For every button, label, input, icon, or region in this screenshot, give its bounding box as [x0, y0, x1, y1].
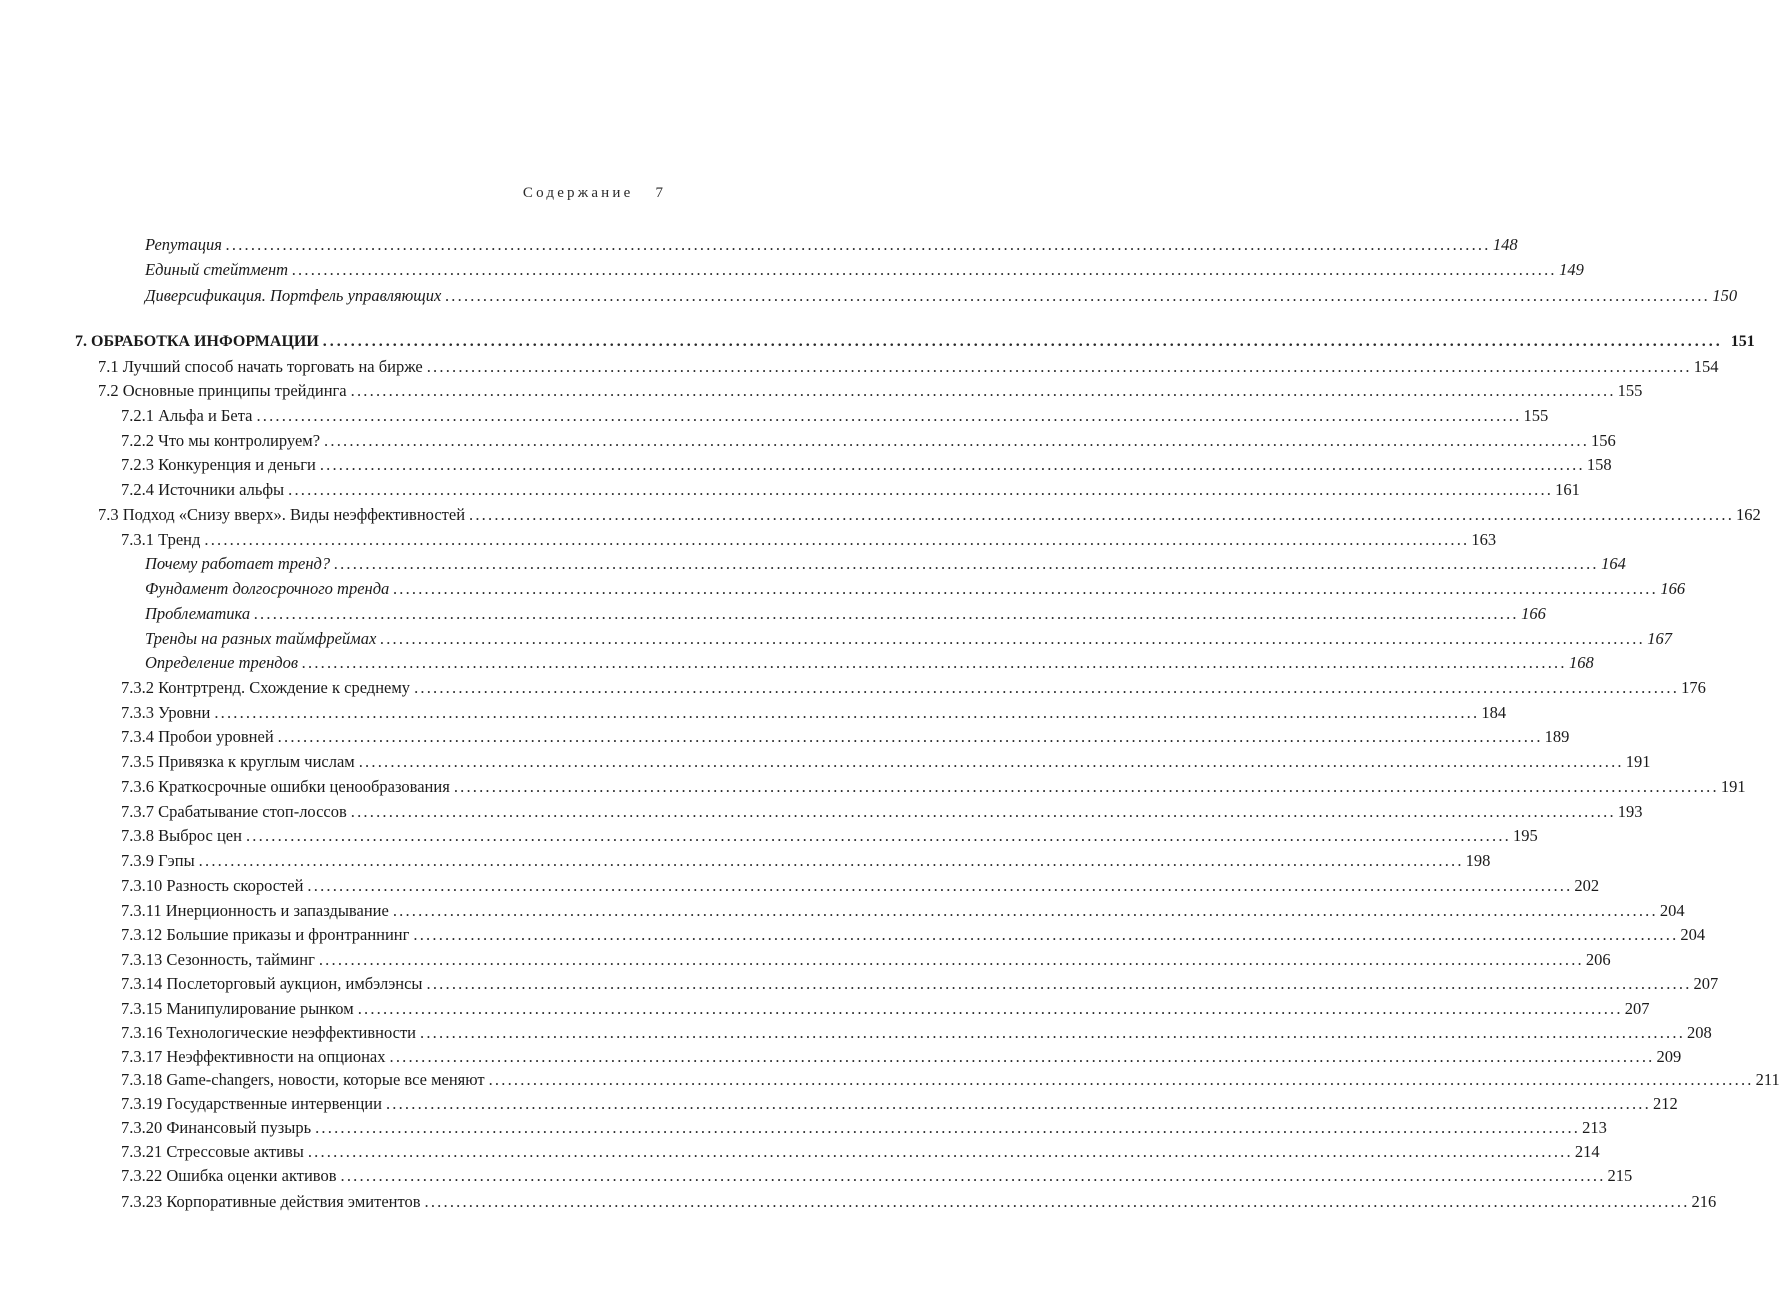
- toc-entry[interactable]: [75, 330, 1755, 354]
- toc-entry[interactable]: [121, 725, 1570, 749]
- dot-leader: ........................................................................................................................................................................................................: [385, 1094, 1651, 1113]
- toc-entry-page: 161: [1555, 480, 1580, 499]
- toc-entry-page: 204: [1659, 901, 1685, 920]
- dot-leader: ........................................................................................................................................................................................................: [307, 876, 1573, 895]
- dot-leader: ........................................................................................................................................................................................................: [307, 1142, 1573, 1161]
- toc-entry[interactable]: [121, 1140, 1600, 1164]
- toc-entry-page: 214: [1574, 1142, 1600, 1161]
- toc-entry-label: 7.3.23 Корпоративные действия эмитентов: [121, 1192, 421, 1211]
- toc-entry-page: 148: [1492, 235, 1518, 254]
- toc-entry-page: 207: [1624, 999, 1650, 1018]
- dot-leader: ........................................................................................................................................................................................................: [414, 678, 1680, 697]
- toc-entry[interactable]: [145, 552, 1626, 576]
- toc-entry-label: 7.3.6 Краткосрочные ошибки ценообразования: [121, 777, 450, 796]
- page-number: 7: [655, 185, 663, 201]
- toc-entry-label: 7.2.4 Источники альфы: [121, 480, 285, 499]
- toc-entry-page: 209: [1656, 1047, 1682, 1066]
- toc-entry-label: 7.3.1 Тренд: [121, 530, 201, 549]
- dot-leader: ........................................................................................................................................................................................................: [413, 925, 1679, 944]
- dot-leader: ........................................................................................................................................................................................................: [245, 826, 1511, 845]
- toc-entry[interactable]: [98, 379, 1643, 403]
- toc-entry-page: 195: [1512, 826, 1538, 845]
- toc-entry-label: 7.2.3 Конкуренция и деньги: [121, 455, 316, 474]
- toc-entry-page: 211: [1755, 1070, 1780, 1089]
- toc-entry-label: 7.3.19 Государственные интервенции: [121, 1094, 382, 1113]
- dot-leader: ........................................................................................................................................................................................................: [469, 505, 1735, 524]
- toc-entry[interactable]: [121, 824, 1538, 848]
- toc-entry-label: 7.3.8 Выброс цен: [121, 826, 242, 845]
- dot-leader: ........................................................................................................................................................................................................: [350, 381, 1616, 400]
- toc-entry-page: 216: [1691, 1192, 1717, 1211]
- dot-leader: ........................................................................................................................................................................................................: [302, 653, 1568, 672]
- toc-entry-label: 7.3.9 Гэпы: [121, 851, 195, 870]
- dot-leader: ........................................................................................................................................................................................................: [318, 950, 1584, 969]
- toc-entry-label: Почему работает тренд?: [145, 554, 331, 573]
- dot-leader: ........................................................................................................................................................................................................: [292, 260, 1558, 279]
- dot-leader: ........................................................................................................................................................................................................: [315, 1118, 1581, 1137]
- toc-entry-label: 7.3.12 Большие приказы и фронтраннинг: [121, 925, 410, 944]
- toc-entry-label: 7.3.21 Стрессовые активы: [121, 1142, 304, 1161]
- toc-entry-label: 7.3.14 Послеторговый аукцион, имбэлэнсы: [121, 974, 423, 993]
- dot-leader: ........................................................................................................................................................................................................: [445, 286, 1711, 305]
- toc-entry-page: 215: [1607, 1166, 1633, 1185]
- toc-entry-page: 189: [1544, 727, 1570, 746]
- toc-entry-label: 7.3 Подход «Снизу вверх». Виды неэффективностей: [98, 505, 466, 524]
- toc-entry-page: 202: [1574, 876, 1600, 895]
- toc-entry[interactable]: [121, 997, 1650, 1021]
- toc-entry-label: 7.3.5 Привязка к круглым числам: [121, 752, 355, 771]
- toc-entry[interactable]: [121, 1021, 1712, 1045]
- toc-entry-page: 207: [1693, 974, 1719, 993]
- dot-leader: ........................................................................................................................................................................................................: [256, 406, 1522, 425]
- toc-entry-label: 7.2.2 Что мы контролируем?: [121, 431, 321, 450]
- toc-entry-page: 166: [1660, 579, 1686, 598]
- toc-entry-label: 7.3.11 Инерционность и запаздывание: [121, 901, 389, 920]
- toc-entry-page: 191: [1720, 777, 1746, 796]
- toc-entry-page: 191: [1625, 752, 1651, 771]
- toc-entry-page: 164: [1601, 554, 1626, 573]
- toc-entry-page: 176: [1681, 678, 1706, 697]
- dot-leader: ........................................................................................................................................................................................................: [254, 604, 1520, 623]
- dot-leader: ........................................................................................................................................................................................................: [324, 431, 1590, 450]
- toc-entry[interactable]: [98, 503, 1761, 527]
- toc-entry[interactable]: [121, 1045, 1682, 1069]
- toc-entry[interactable]: [121, 1190, 1717, 1214]
- toc-entry[interactable]: [145, 233, 1518, 257]
- toc-entry-page: 167: [1647, 629, 1673, 648]
- toc-entry-page: 166: [1521, 604, 1546, 623]
- toc-entry[interactable]: [145, 258, 1584, 282]
- toc-entry[interactable]: [98, 355, 1719, 379]
- toc-entry-label: 7.3.16 Технологические неэффективности: [121, 1023, 417, 1042]
- toc-entry-page: 193: [1617, 802, 1643, 821]
- toc-entry-label: 7.2.1 Альфа и Бета: [121, 406, 253, 425]
- dot-leader: ........................................................................................................................................................................................................: [426, 357, 1692, 376]
- toc-entry[interactable]: [121, 404, 1549, 428]
- dot-leader: ........................................................................................................................................................................................................: [340, 1166, 1606, 1185]
- toc-entry[interactable]: [121, 478, 1580, 502]
- dot-leader: ........................................................................................................................................................................................................: [392, 901, 1658, 920]
- toc-entry-label: 7.3.20 Финансовый пузырь: [121, 1118, 312, 1137]
- dot-leader: ........................................................................................................................................................................................................: [393, 579, 1659, 598]
- toc-entry-page: 154: [1693, 357, 1719, 376]
- dot-leader: ........................................................................................................................................................................................................: [350, 802, 1616, 821]
- toc-entry-label: Тренды на разных таймфреймах: [145, 629, 377, 648]
- toc-entry[interactable]: [121, 528, 1497, 552]
- dot-leader: ........................................................................................................................................................................................................: [214, 703, 1480, 722]
- dot-leader: ........................................................................................................................................................................................................: [198, 851, 1464, 870]
- toc-entry[interactable]: [121, 1092, 1678, 1116]
- toc-entry-label: 7.3.17 Неэффективности на опционах: [121, 1047, 386, 1066]
- dot-leader: ........................................................................................................................................................................................................: [357, 999, 1623, 1018]
- toc-entry-page: 149: [1559, 260, 1584, 279]
- toc-entry[interactable]: [121, 701, 1507, 725]
- toc-entry[interactable]: [145, 627, 1673, 651]
- dot-leader: ........................................................................................................................................................................................................: [225, 235, 1491, 254]
- toc-entry-label: 7.3.2 Контртренд. Схождение к среднему: [121, 678, 411, 697]
- dot-leader: ........................................................................................................................................................................................................: [488, 1070, 1754, 1089]
- toc-entry-page: 155: [1523, 406, 1549, 425]
- toc-entry-page: 158: [1586, 455, 1612, 474]
- toc-entry-page: 184: [1481, 703, 1507, 722]
- toc-entry[interactable]: [121, 849, 1491, 873]
- dot-leader: ........................................................................................................................................................................................................: [358, 752, 1624, 771]
- toc-entry-label: Определение трендов: [145, 653, 299, 672]
- toc-entry-page: 162: [1736, 505, 1761, 524]
- toc-entry-label: Проблематика: [145, 604, 251, 623]
- toc-entry-page: 155: [1617, 381, 1643, 400]
- toc-entry-label: 7.3.10 Разность скоростей: [121, 876, 304, 895]
- toc-entry-label: Диверсификация. Портфель управляющих: [145, 286, 442, 305]
- toc-entry[interactable]: [121, 1068, 1780, 1092]
- toc-entry[interactable]: [145, 577, 1686, 601]
- toc-entry-label: Фундамент долгосрочного тренда: [145, 579, 390, 598]
- running-header: [0, 185, 663, 202]
- dot-leader: ........................................................................................................................................................................................................: [204, 530, 1470, 549]
- toc-entry-label: 7.3.18 Game-changers, новости, которые все меняют: [121, 1070, 485, 1089]
- toc-entry[interactable]: [145, 602, 1546, 626]
- toc-entry[interactable]: [121, 948, 1611, 972]
- toc-entry-label: Репутация: [145, 235, 222, 254]
- toc-entry-page: 212: [1652, 1094, 1678, 1113]
- toc-entry[interactable]: [121, 923, 1706, 947]
- dot-leader: ........................................................................................................................................................................................................: [322, 333, 1723, 350]
- toc-entry-page: 204: [1680, 925, 1706, 944]
- toc-entry[interactable]: [121, 874, 1600, 898]
- dot-leader: ........................................................................................................................................................................................................: [426, 974, 1692, 993]
- toc-entry-label: Единый стейтмент: [145, 260, 289, 279]
- dot-leader: ........................................................................................................................................................................................................: [420, 1023, 1686, 1042]
- toc-entry-page: 150: [1712, 286, 1738, 305]
- toc-entry-label: 7.3.7 Срабатывание стоп-лоссов: [121, 802, 347, 821]
- toc-entry-label: 7.3.13 Сезонность, тайминг: [121, 950, 315, 969]
- toc-entry[interactable]: [121, 676, 1706, 700]
- toc-entry-label: 7.3.22 Ошибка оценки активов: [121, 1166, 337, 1185]
- toc-entry-label: 7.1 Лучший способ начать торговать на бирже: [98, 357, 423, 376]
- toc-entry-page: 163: [1471, 530, 1497, 549]
- toc-entry[interactable]: [121, 972, 1719, 996]
- toc-entry[interactable]: [121, 429, 1616, 453]
- toc-entry[interactable]: [121, 800, 1643, 824]
- toc-entry-page: 156: [1591, 431, 1616, 450]
- toc-entry-page: 206: [1585, 950, 1611, 969]
- toc-entry[interactable]: [121, 1116, 1607, 1140]
- dot-leader: ........................................................................................................................................................................................................: [389, 1047, 1655, 1066]
- toc-entry[interactable]: [121, 775, 1746, 799]
- toc-entry-label: 7.3.15 Манипулирование рынком: [121, 999, 354, 1018]
- dot-leader: ........................................................................................................................................................................................................: [288, 480, 1554, 499]
- toc-entry-page: 168: [1569, 653, 1594, 672]
- dot-leader: ........................................................................................................................................................................................................: [334, 554, 1600, 573]
- toc-entry-label: 7.3.3 Уровни: [121, 703, 211, 722]
- toc-entry[interactable]: [121, 1164, 1633, 1188]
- dot-leader: ........................................................................................................................................................................................................: [453, 777, 1719, 796]
- dot-leader: ........................................................................................................................................................................................................: [380, 629, 1646, 648]
- toc-entry[interactable]: [145, 284, 1738, 308]
- toc-entry-page: 151: [1730, 333, 1755, 350]
- dot-leader: ........................................................................................................................................................................................................: [424, 1192, 1690, 1211]
- running-header-title: Содержание: [522, 185, 634, 201]
- toc-entry-label: 7.3.4 Пробои уровней: [121, 727, 274, 746]
- toc-entry-page: 208: [1687, 1023, 1712, 1042]
- toc-entry[interactable]: [121, 750, 1651, 774]
- toc-entry[interactable]: [121, 453, 1612, 477]
- toc-entry-label: 7.2 Основные принципы трейдинга: [98, 381, 347, 400]
- dot-leader: ........................................................................................................................................................................................................: [319, 455, 1585, 474]
- dot-leader: ........................................................................................................................................................................................................: [277, 727, 1543, 746]
- toc-entry[interactable]: [145, 651, 1594, 675]
- toc-entry-page: 198: [1465, 851, 1491, 870]
- toc-entry-label: 7. ОБРАБОТКА ИНФОРМАЦИИ: [75, 333, 319, 350]
- toc-entry[interactable]: [121, 899, 1685, 923]
- toc-entry-page: 213: [1582, 1118, 1607, 1137]
